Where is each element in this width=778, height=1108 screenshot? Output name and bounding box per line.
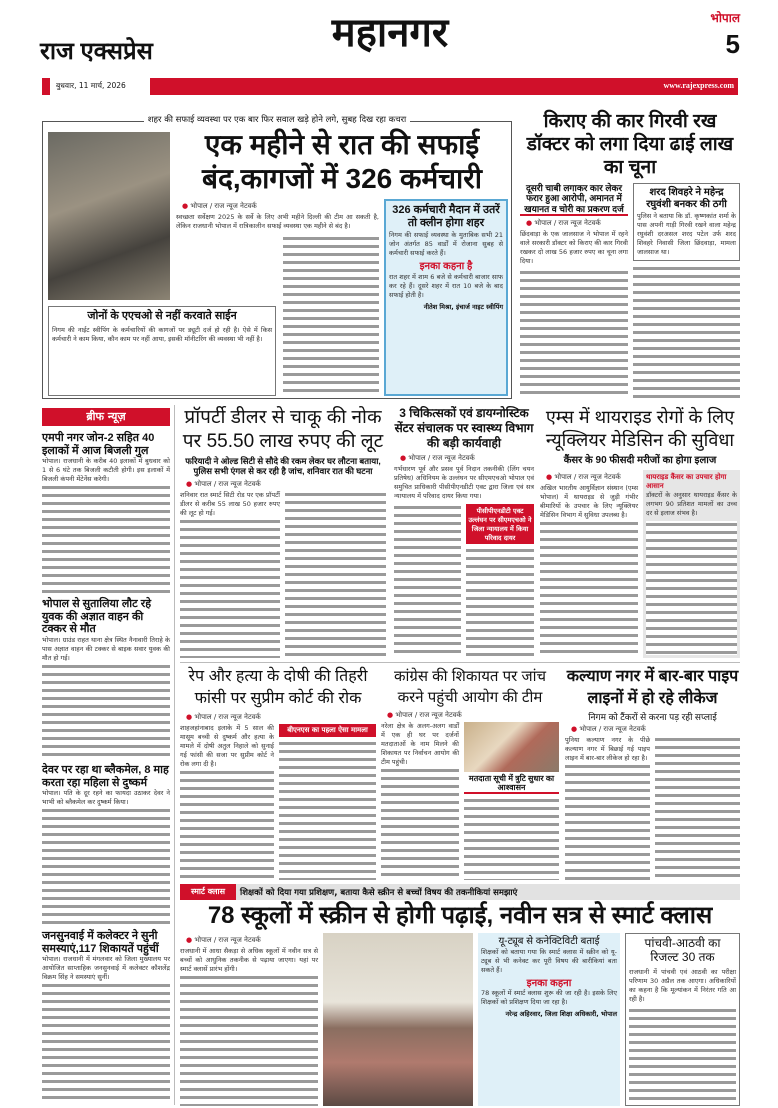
clinic-tag: पीसीपीएनडीटी एक्ट उल्लंघन पर सीएमएचओ ने जिला न्यायालय में किया परिवाद दायर xyxy=(466,504,534,544)
body-text-lines xyxy=(283,235,379,396)
section-divider xyxy=(180,662,740,663)
body-text-lines xyxy=(565,763,650,880)
lead-headline: एक महीने से रात की सफाई बंद,कागजों में 326 कर्मचारी xyxy=(202,129,482,194)
loot-sub: फरियादी ने ओल्ड सिटी से सौदे की रकम लेकर घर लौटना बताया, पुलिस सभी एंगल से कर रही है जांच, शनिवार रात की घटना xyxy=(185,456,381,476)
byline: ● भोपाल / राज न्यूज नेटवर्क xyxy=(387,711,559,720)
body-text-lines xyxy=(646,521,737,656)
paper-name: राज एक्सप्रेस xyxy=(40,38,153,65)
page-number: 5 xyxy=(725,29,740,59)
byline: ● भोपाल / राज न्यूज नेटवर्क xyxy=(186,936,318,945)
clinic-body: गर्भधारण पूर्व और प्रसव पूर्व निदान तकनीकी (लिंग चयन प्रतिषेध) अधिनियम के उल्लंघन पर सीएमएचओ भोपाल एवं समुचित प्राधिकारी पीसीपीएनडीटी एक्ट द्वारा जिला एवं सत्र न्यायालय में परिवाद दायर किया गया। xyxy=(394,465,534,500)
body-text-lines xyxy=(180,769,274,880)
smart-headline: 78 स्कूलों में स्क्रीन से होगी पढ़ाई, नवीन सत्र से स्मार्ट क्लास xyxy=(207,902,713,929)
aiims-body: अखिल भारतीय आयुर्विज्ञान संस्थान (एम्स भोपाल) में थायराइड से जुड़ी गंभीर बीमारियों के उपचार के लिए न्यूक्लियर मेडिसिन विभाग में सुविधा उपलब्ध है। xyxy=(540,483,638,519)
byline: ● भोपाल / राज न्यूज नेटवर्क xyxy=(182,202,379,211)
brief-title: जनसुनवाई में कलेक्टर ने सुनी समस्याएं,117 शिकायतें पहुंचीं xyxy=(42,930,159,955)
info-box-title: 326 कर्मचारी मैदान में उतरें तो क्लीन होगा शहर xyxy=(392,204,500,229)
smart-body: राजधानी में आधा सैकड़ा से अधिक स्कूलों में नवीन सत्र से बच्चों को आधुनिक तकनीक से पढ़ाया जाएगा। यहां पर स्मार्ट क्लासें प्रारंभ होंगी। xyxy=(180,947,318,973)
smart-story xyxy=(180,884,740,1106)
classroom-photo xyxy=(323,933,473,1106)
brief-item xyxy=(42,598,170,764)
side-title: शरद शिवहरे ने महेन्द्र रघुवंशी बनकर की ठगी xyxy=(646,187,727,210)
brief-body: भोपाल। ग्राउंड राहत थाना क्षेत्र स्थित नैनावारी तिराहे के पास अज्ञात वाहन की टक्कर से बाइक सवार युवक की मौत हो गई। xyxy=(42,635,170,662)
side-body: पुलिस ने बताया कि डॉ. कृष्णकांत शर्मा के पास अपनी गाड़ी गिरवी रखने वाला महेन्द्र रघुवंशी दरअसल शरद पटेल उर्फ शरद शिवहरे निवासी जिला छिंदवाड़ा, मामला जालसाज था। xyxy=(637,212,736,256)
lead-body: स्वच्छता सर्वेक्षण 2025 के सर्वे के लिए अभी महीने दिल्ली की टीम आ सकती है, लेकिन राजधानी भोपाल में रात्रिकालीन सफाई व्यवस्था एक महीने से बंद है। xyxy=(176,213,379,230)
body-text-lines xyxy=(466,547,534,658)
byline: ● भोपाल / राज न्यूज नेटवर्क xyxy=(546,473,638,482)
congress-story xyxy=(381,666,559,880)
info-box-quote: 78 स्कूलों में स्मार्ट क्लास शुरू की जा रही है। इसके लिए शिक्षकों को प्रशिक्षण दिया जा रहा है। xyxy=(481,989,617,1006)
car-side-box xyxy=(633,183,740,261)
body-text-lines xyxy=(655,736,740,880)
red-marker xyxy=(42,78,50,95)
side-body: राजधानी में पांचवी एवं आठवी का परीक्षा परिणाम 30 अप्रैल तक आएगा। अधिकारियों का कहना है कि मूल्यांकन में निरंतर गति आ रही है। xyxy=(629,967,736,1003)
info-box-title: यू-ट्यूब से कनेक्टिविटी बताई xyxy=(498,936,600,947)
congress-body: नरेला क्षेत्र के अलग-अलग वार्डों में एक ही घर पर दर्जनों मतदाताओं के नाम मिलने की शिकायत पर निर्वाचन आयोग की टीम पहुंची। xyxy=(381,722,459,766)
side-title: थायराइड कैंसर का उपचार होगा आसान xyxy=(646,472,727,490)
section-title: महानगर xyxy=(331,11,449,55)
body-text-lines xyxy=(394,504,461,658)
side-title: पांचवी-आठवी का रिजल्ट 30 तक xyxy=(644,936,721,964)
loot-body: शनिवार रात स्मार्ट सिटी रोड पर एक प्रॉपर्टी डीलर से करीब 55 लाख 50 हजार रुपए की लूट हो गई। xyxy=(180,490,280,517)
car-headline: किराए की कार गिरवी रख डॉक्टर को लगा दिया ढाई लाख का चूना xyxy=(526,111,734,178)
brief-news-label: ब्रीफ न्यूज़ xyxy=(42,408,170,426)
body-text-lines xyxy=(42,982,170,1100)
lead-kicker-wrap xyxy=(50,114,504,125)
info-box-body: निगम की सफाई व्यवस्था के मुताबिक सभी 21 जोन अंतर्गत 85 वार्डों में रोजाना सुबह से कर्मचारी सफाई करते हैं। xyxy=(389,231,503,258)
body-text-lines xyxy=(381,767,459,880)
caption-body: निगम की नाईट स्वीपिंग के कर्मचारियों की कागजों पर ड्यूटी दर्ज हो रही है। ऐसे में किस कर्मचारी ने काम किया, कौन काम पर नहीं आया, इसकी मॉनीटरिंग की व्यवस्था भी नहीं है। xyxy=(52,325,272,343)
congress-caption: मतदाता सूची में त्रुटि सुधार का आश्वासन xyxy=(464,774,559,794)
body-text-lines xyxy=(285,491,386,658)
body-text-lines xyxy=(180,974,318,1106)
lead-info-box xyxy=(384,199,508,396)
body-text-lines xyxy=(520,269,628,398)
rape-headline: रेप और हत्या के दोषी की तिहरी फांसी पर सुप्रीम कोर्ट की रोक xyxy=(188,668,368,707)
loot-story xyxy=(180,406,386,658)
caption-title: जोनों के एएचओ से नहीं करवाते साईन xyxy=(87,310,237,322)
kalyan-story xyxy=(565,666,740,880)
brief-news-list xyxy=(42,432,170,1104)
body-text-lines xyxy=(633,265,740,398)
brief-body: भोपाल। पति के दूर रहने का फायदा उठाकर देवर ने भाभी को ब्लैकमेल कर दुष्कर्म किया। xyxy=(42,789,170,807)
column-divider xyxy=(174,405,175,1105)
side-body: डॉक्टरों के अनुसार थायराइड कैंसर के लगभग 90 प्रतिशत मामलों का उच्च दर से इलाज संभव है। xyxy=(646,490,737,517)
brief-title: भोपाल से सुतालिया लौट रहे युवक की अज्ञात वाहन की टक्कर से मौत xyxy=(42,598,152,636)
date: बुधवार, 11 मार्च, 2026 xyxy=(56,81,126,90)
info-box-sign: नीतेश मिश्रा, इंचार्ज नाइट स्वीपिंग xyxy=(423,302,503,311)
smart-tag: स्मार्ट क्लास xyxy=(180,884,236,900)
body-text-lines xyxy=(464,797,559,880)
body-text-lines xyxy=(42,807,170,926)
info-box-sign: नरेन्द्र अहिरवार, जिला शिक्षा अधिकारी, भोपाल xyxy=(505,1010,617,1018)
kalyan-sub: निगम को टैंकरों से करना पड़ रही सप्लाई xyxy=(588,712,717,722)
aiims-headline: एम्स में थायराइड रोगों के लिए न्यूक्लियर मेडिसिन की सुविधा xyxy=(545,407,735,450)
brief-title: एमपी नगर जोन-2 सहित 40 इलाकों में आज बिजली गुल xyxy=(42,432,155,457)
congress-headline: कांग्रेस की शिकायत पर जांच करने पहुंची आयोग की टीम xyxy=(393,668,547,706)
info-box-quote: रात शहर में शाम 6 बजे से कर्मचारी बाजार साफ कर रहे हैं। दूसरे शहर में रात 10 बजे के बाद सफाई होती है। xyxy=(389,272,503,299)
smart-kicker-bar xyxy=(180,884,740,900)
congress-photo xyxy=(464,722,559,772)
brief-item xyxy=(42,930,170,1100)
rape-body: शाहजहांनाबाद इलाके में 5 साल की मासूम बच्ची से दुष्कर्म और हत्या के मामले में दोषी अतुल निहाले को सुनाई गई फांसी की सजा पर सुप्रीम कोर्ट ने रोक लगा दी है। xyxy=(180,724,274,768)
result-box xyxy=(625,933,740,1106)
website-link[interactable]: www.rajexpress.com xyxy=(663,81,734,90)
aiims-story xyxy=(540,406,740,658)
lead-kicker: शहर की सफाई व्यवस्था पर एक बार फिर सवाल खड़े होने लगे, सुबह दिख रहा कचरा xyxy=(144,115,411,125)
brief-title: देवर पर रहा था ब्लैकमेल, 8 माह करता रहा महिला से दुष्कर्म xyxy=(42,764,169,789)
rape-story xyxy=(180,666,376,880)
info-box-body: शिक्षकों को बताया गया कि स्मार्ट क्लास में स्क्रीन को यू-ट्यूब से भी कनेक्ट कर पूरी विषय की बारीकियां बता सकते हैं। xyxy=(481,947,617,974)
byline: ● भोपाल / राज न्यूज नेटवर्क xyxy=(400,454,534,463)
body-text-lines xyxy=(279,740,376,880)
info-box-sub: इनका कहना है xyxy=(419,261,473,273)
body-text-lines xyxy=(629,1007,736,1102)
car-story xyxy=(520,110,740,398)
body-text-lines xyxy=(42,484,170,594)
body-text-lines xyxy=(180,518,280,658)
smart-kicker: शिक्षकों को दिया गया प्रशिक्षण, बताया कैसे स्क्रीन से बच्चों विषय की तकनीकियां समझाएं xyxy=(240,887,518,898)
clinic-headline: 3 चिकित्सकों एवं डायग्नोस्टिक सेंटर संचालक पर स्वास्थ्य विभाग की बड़ी कार्यवाही xyxy=(394,406,534,450)
brief-item xyxy=(42,764,170,930)
lead-caption-box xyxy=(48,306,276,396)
car-sub: दूसरी चाबी लगाकर कार लेकर फरार हुआ आरोपी, अमानत में खयानत व चोरी का प्रकरण दर्ज xyxy=(520,183,628,216)
byline: ● भोपाल / राज न्यूज नेटवर्क xyxy=(186,480,386,489)
byline: ● भोपाल / राज न्यूज नेटवर्क xyxy=(571,725,740,734)
info-box-sub: इनका कहना xyxy=(526,977,572,989)
brief-body: भोपाल। राजधानी में मंगलवार को जिला मुख्यालय पर आयोजित साप्ताहिक जनसुनवाई में कलेक्टर कौशलेंद्र विक्रम सिंह ने समस्याएं सुनीं। xyxy=(42,955,170,982)
body-text-lines xyxy=(42,663,170,760)
kalyan-body: पुनिया कल्याण नगर के पीछे कल्याण नगर में बिछाई गई पाइप लाइन में बार-बार लीकेज हो रहा है। xyxy=(565,736,650,763)
brief-body: भोपाल। राजधानी के करीब 40 इलाकों में बुधवार को 1 से 6 घंटे तक बिजली कटौती होगी। इस इलाकों में बिजली कंपनी मेंटेनेंस करेगी। xyxy=(42,457,170,484)
byline: ● भोपाल / राज न्यूज नेटवर्क xyxy=(186,713,376,722)
aiims-sub: कैंसर के 90 फीसदी मरीजों का होगा इलाज xyxy=(563,455,717,466)
smart-info-box xyxy=(478,933,620,1106)
clinic-story xyxy=(394,406,534,658)
byline: ● भोपाल / राज न्यूज नेटवर्क xyxy=(526,219,628,228)
body-text-lines xyxy=(540,520,638,659)
brief-item xyxy=(42,432,170,598)
city-label: भोपाल xyxy=(710,11,740,25)
loot-headline: प्रॉपर्टी डीलर से चाकू की नोक पर 55.50 लाख रुपए की लूट xyxy=(182,407,384,452)
car-body: छिंदवाड़ा के एक जालसाज ने भोपाल में रहने वाले सरकारी डॉक्टर को किराए की कार गिरवी रखकर दो लाख 56 हजार रुपए का चूना लगा दिया। xyxy=(520,230,628,266)
rape-tag: बीएनएस का पहला ऐसा मामला xyxy=(279,724,376,737)
lead-photo xyxy=(48,132,170,300)
kalyan-headline: कल्याण नगर में बार-बार पाइप लाइनों में हो रहे लीकेज xyxy=(566,668,739,707)
aiims-side-box xyxy=(643,470,740,659)
